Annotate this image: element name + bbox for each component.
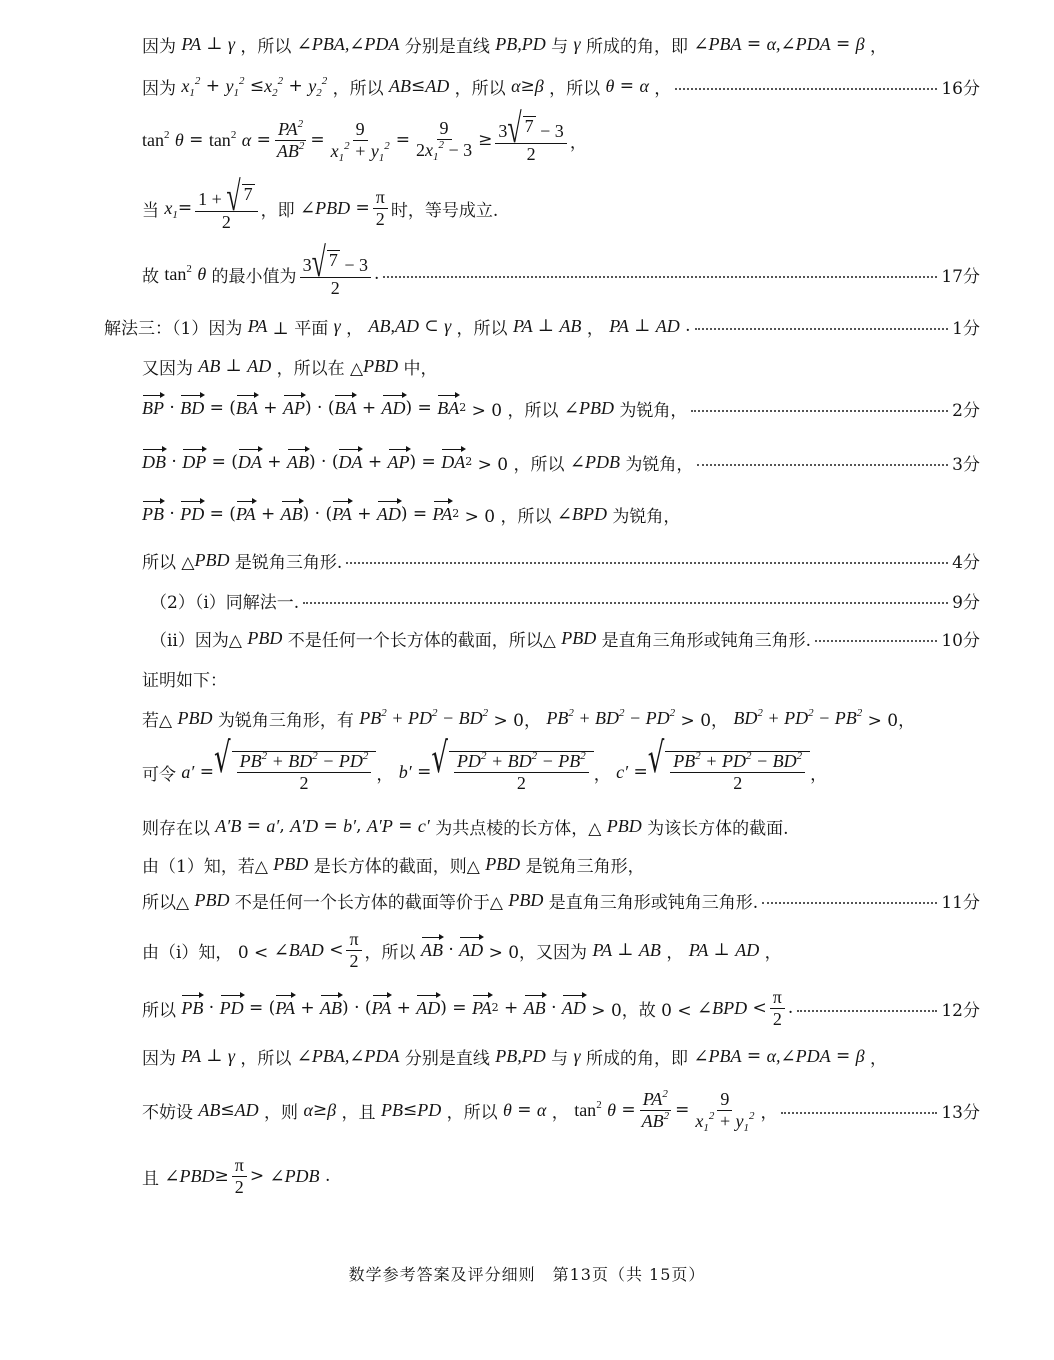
score-leader-dots xyxy=(697,462,948,466)
solution-line-7: 又因为 AB ⊥ AD ，所以在 △ PBD 中， xyxy=(142,355,438,379)
solution-line-10: PB · PD = ( PA + AB ) · ( PA + AD ) = PA 2 > 0 ，所以 ∠BPD 为锐角， xyxy=(142,503,681,527)
solution-line-1: 因为 PA ⊥ γ ，所以 ∠PBA,∠PDA 分别是直线 PB,PD 与 γ 所成的角，即 ∠PBA = α,∠PDA = β ， xyxy=(142,33,888,57)
solution-line-4: 当 $x_1$ = 1 + √ 7 2 ，即 ∠PBD = $\frac{\pi}{2}$ 时，等号成立. xyxy=(142,173,499,232)
solution-line-20: 由（i）知， 0 < ∠BAD < $\frac{\pi}{2}$ ，所以 AB · AD > 0，又因为 PA ⊥ AB ， PA ⊥ AD ， xyxy=(142,928,782,971)
score-leader-dots xyxy=(675,86,937,90)
score-2: 2分 xyxy=(952,400,980,421)
solution-line-24: 且 ∠PBD ≥ $\frac{\pi}{2}$ > ∠PDB . xyxy=(142,1154,331,1197)
solution-line-14 xyxy=(142,656,980,700)
score-11: 11分 xyxy=(941,892,980,913)
score-9: 9分 xyxy=(952,592,980,613)
solution-line-13: （ii）因为△ PBD 不是任何一个长方体的截面，所以△ PBD 是直角三角形或钝角三角形. 10分 xyxy=(150,627,980,651)
solution-line-17: 则存在以 A′B = a′ , A′D = b′ , A′P = c′ 为共点棱的长方体，△ PBD 为该长方体的截面. xyxy=(142,815,789,839)
score-leader-dots xyxy=(695,326,949,330)
score-3: 3分 xyxy=(952,454,980,475)
page-footer: 数学参考答案及评分细则 第13页（共 15页） xyxy=(348,1265,706,1284)
proof-heading: 证明如下： xyxy=(142,670,227,691)
solution-line-23: 不妨设 AB ≤ AD ，则 α ≥ β ，且 PB ≤ PD ，所以 θ = α ， $\tan^2$ θ = $\frac{PA^2}{AB^2}$ = $\frac{9}{x_1^2 + y_1^2}$ ， 13分 xyxy=(142,1087,980,1134)
solution-line-5: 故 $\tan^2$ θ 的最小值为 3 √ 7 − 3 2 . 17分 xyxy=(142,239,980,298)
score-leader-dots xyxy=(346,560,948,564)
score-1: 1分 xyxy=(952,318,980,339)
score-leader-dots xyxy=(797,1008,937,1012)
score-leader-dots xyxy=(762,900,937,904)
solution-line-12: （2）（i）同解法一. 9分 xyxy=(150,578,980,622)
solution-line-21: 所以 PB · PD = ( PA + AB ) · ( PA + AD ) = PA 2 + AB · AD > 0，故 0 < ∠BPD < $\frac{\pi}{2}$ . 12分 xyxy=(142,986,980,1029)
solution-line-11: 所以 △ PBD 是锐角三角形. 4分 xyxy=(142,549,980,573)
solution-line-2: 因为 $x_1^2$ + $y_1^2$ ≤ $x_2^2$ + $y_2^2$ ，所以 AB ≤ AD ，所以 α ≥ β ，所以 θ = α ， 16分 xyxy=(142,74,980,99)
solution-line-9: DB · DP = ( DA + AB ) · ( DA + AP ) = DA 2 > 0 ，所以 ∠PDB 为锐角， 3分 xyxy=(142,451,980,475)
solution-line-19: 所以△ PBD 不是任何一个长方体的截面等价于△ PBD 是直角三角形或钝角三角形. 11分 xyxy=(142,889,980,913)
score-4: 4分 xyxy=(952,552,980,573)
score-10: 10分 xyxy=(941,630,980,651)
solution-line-3: $\tan^2$ θ = $\tan^2$ α = $\frac{PA^2}{AB^2}$ = $\frac{9}{x_1^2 + y_1^2}$ = $\frac{9}{2x_1^2 - 3}$ ≥ 3 √ 7 − 3 2 ， xyxy=(142,105,587,164)
score-leader-dots xyxy=(815,638,937,642)
solution-line-15: 若△ PBD 为锐角三角形，有 $PB^2 + PD^2 - BD^2$ > 0， $PB^2 + BD^2 - PD^2$ > 0， $BD^2 + PD^2 - PB^2$ > 0， xyxy=(142,706,916,731)
score-leader-dots xyxy=(691,408,948,412)
score-17: 17分 xyxy=(941,266,980,287)
solution-line-22: 因为 PA ⊥ γ ，所以 ∠PBA,∠PDA 分别是直线 PB,PD 与 γ 所成的角，即 ∠PBA = α,∠PDA = β ， xyxy=(142,1045,888,1069)
score-13: 13分 xyxy=(941,1102,980,1123)
score-leader-dots xyxy=(303,600,948,604)
score-12: 12分 xyxy=(941,1000,980,1021)
solution-line-16: 可令 a′ = √ $\frac{PB^2 + BD^2 - PD^2}{2}$ ， b′ = √ $\frac{PD^2 + BD^2 - PB^2}{2}$ ， c′ = √ $\frac{PB^2 + PD^2 - BD^2}{2}$ ， xyxy=(142,735,828,793)
score-leader-dots xyxy=(383,274,937,278)
score-16: 16分 xyxy=(941,78,980,99)
solution-line-6: 解法三：（1）因为 PA ⊥ 平面 γ ， AB,AD ⊂ γ ，所以 PA ⊥ AB ， PA ⊥ AD . 1分 xyxy=(104,315,980,339)
score-leader-dots xyxy=(781,1110,937,1114)
solution-line-18: 由（1）知，若△ PBD 是长方体的截面，则△ PBD 是锐角三角形， xyxy=(142,853,645,877)
solution-line-8: BP · BD = ( BA + AP ) · ( BA + AD ) = BA 2 > 0 ，所以 ∠PBD 为锐角， 2分 xyxy=(142,397,980,421)
